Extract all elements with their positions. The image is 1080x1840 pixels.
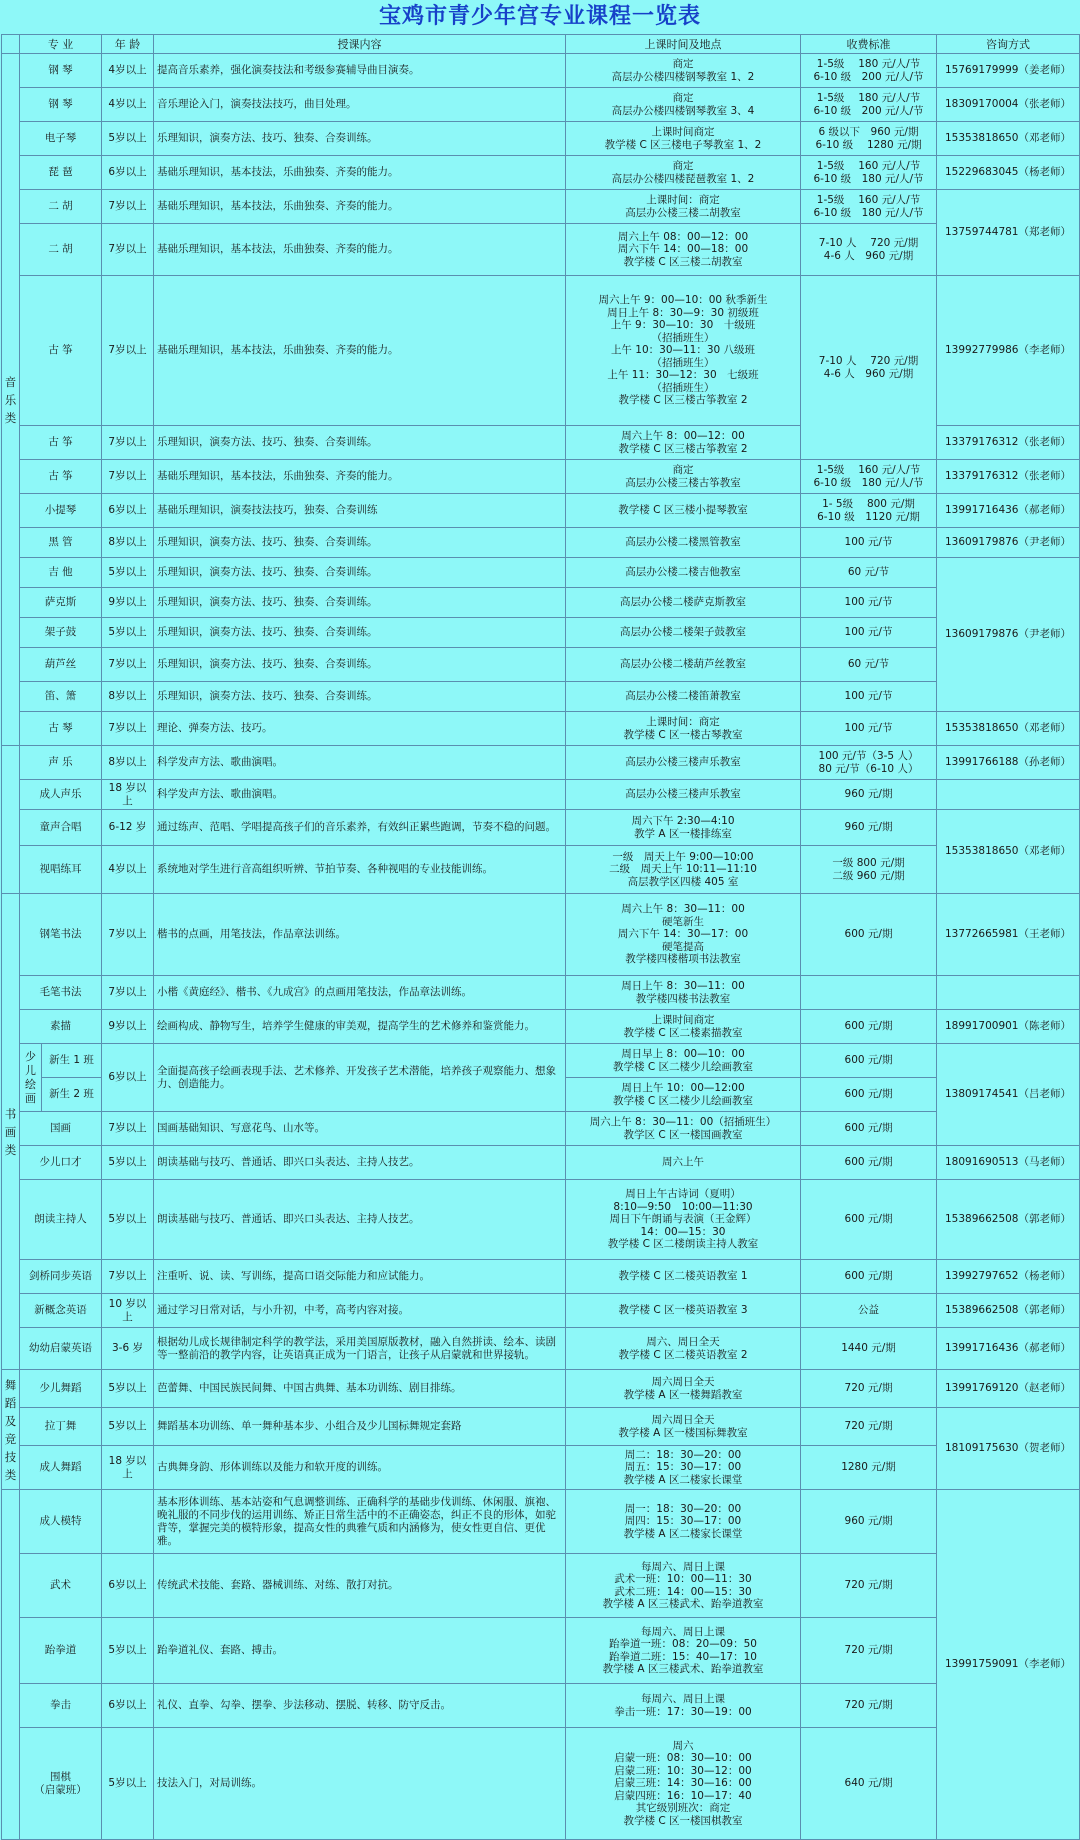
course-age: 9岁以上 — [102, 588, 154, 618]
course-name: 围棋 （启蒙班） — [20, 1728, 102, 1840]
course-fee: 1280 元/期 — [801, 1446, 937, 1490]
course-name: 毛笔书法 — [20, 976, 102, 1010]
table-row — [2, 1684, 1080, 1728]
table-row — [2, 1554, 1080, 1618]
course-time-location: 周六周日全天 教学楼 A 区一楼舞蹈教室 — [566, 1370, 801, 1408]
table-row — [2, 682, 1080, 712]
course-content: 提高音乐素养，强化演奏技法和考级参赛辅导曲目演奏。 — [154, 54, 566, 88]
course-fee: 600 元/期 — [801, 1078, 937, 1112]
course-age: 6岁以上 — [102, 156, 154, 190]
course-name: 新概念英语 — [20, 1294, 102, 1328]
course-contact: 13772665981（王老师） — [937, 894, 1080, 976]
course-age: 7岁以上 — [102, 426, 154, 460]
course-name: 钢笔书法 — [20, 894, 102, 976]
course-time-location: 周六上午 8：30—11：00（招插班生） 教学区 C 区一楼国画教室 — [566, 1112, 801, 1146]
course-content: 基础乐理知识，基本技法，乐曲独奏、齐奏的能力。 — [154, 156, 566, 190]
table-row — [2, 1370, 1080, 1408]
course-time-location: 周日上午 8：30—11：00 教学楼四楼书法教室 — [566, 976, 801, 1010]
table-row — [2, 1618, 1080, 1684]
course-time-location: 周二：18：30—20：00 周五：15：30—17：00 教学楼 A 区二楼家长课堂 — [566, 1446, 801, 1490]
course-content: 乐理知识，演奏方法、技巧、独奏、合奏训练。 — [154, 558, 566, 588]
course-time-location: 高层办公楼二楼萨克斯教室 — [566, 588, 801, 618]
course-content: 乐理知识，演奏方法、技巧、独奏、合奏训练。 — [154, 682, 566, 712]
course-name: 童声合唱 — [20, 810, 102, 846]
course-content: 小楷《黄庭经》、楷书、《九成宫》的点画用笔技法，作品章法训练。 — [154, 976, 566, 1010]
course-name: 葫芦丝 — [20, 648, 102, 682]
table-row — [2, 648, 1080, 682]
course-fee: 1-5级 160 元/人/节 6-10 级 180 元/人/节 — [801, 190, 937, 224]
course-content: 乐理知识，演奏方法、技巧、独奏、合奏训练。 — [154, 528, 566, 558]
table-row — [2, 712, 1080, 746]
course-fee: 720 元/期 — [801, 1618, 937, 1684]
course-fee: 7-10 人 720 元/期 4-6 人 960 元/期 — [801, 224, 937, 276]
course-fee: 600 元/期 — [801, 894, 937, 976]
course-contact — [937, 976, 1080, 1010]
course-contact: 18309170004（张老师） — [937, 88, 1080, 122]
table-row — [2, 1294, 1080, 1328]
course-name: 朗读主持人 — [20, 1180, 102, 1260]
table-row — [2, 1260, 1080, 1294]
course-time-location: 上课时间商定 教学楼 C 区二楼素描教室 — [566, 1010, 801, 1044]
course-age: 5岁以上 — [102, 558, 154, 588]
course-fee: 1-5级 180 元/人/节 6-10 级 200 元/人/节 — [801, 88, 937, 122]
course-content: 绘画构成、静物写生，培养学生健康的审美观，提高学生的艺术修养和鉴赏能力。 — [154, 1010, 566, 1044]
course-contact: 15353818650（邓老师） — [937, 810, 1080, 894]
table-row — [2, 1446, 1080, 1490]
course-content: 国画基础知识、写意花鸟、山水等。 — [154, 1112, 566, 1146]
course-name: 古 筝 — [20, 426, 102, 460]
course-age: 6-12 岁 — [102, 810, 154, 846]
course-age: 7岁以上 — [102, 1112, 154, 1146]
course-time-location: 教学楼 C 区三楼小提琴教室 — [566, 494, 801, 528]
header-time: 上课时间及地点 — [566, 35, 801, 54]
course-name: 古 筝 — [20, 276, 102, 426]
course-time-location: 高层办公楼二楼吉他教室 — [566, 558, 801, 588]
course-fee: 600 元/期 — [801, 1044, 937, 1078]
course-content: 全面提高孩子绘画表现手法、艺术修养、开发孩子艺术潜能，培养孩子观察能力、想象力、创造能力。 — [154, 1044, 566, 1112]
course-time-location: 高层办公楼二楼葫芦丝教室 — [566, 648, 801, 682]
course-age: 5岁以上 — [102, 1408, 154, 1446]
table-row — [2, 1180, 1080, 1260]
table-row — [2, 1728, 1080, 1840]
header-age: 年 龄 — [102, 35, 154, 54]
course-fee: 720 元/期 — [801, 1684, 937, 1728]
course-fee: 600 元/期 — [801, 1010, 937, 1044]
header-fee: 收费标准 — [801, 35, 937, 54]
course-content: 基础乐理知识，基本技法，乐曲独奏、齐奏的能力。 — [154, 276, 566, 426]
course-fee: 1-5级 180 元/人/节 6-10 级 200 元/人/节 — [801, 54, 937, 88]
table-row — [2, 1146, 1080, 1180]
course-age: 6岁以上 — [102, 1044, 154, 1112]
course-time-location: 每周六、周日上课 拳击一班：17：30—19：00 — [566, 1684, 801, 1728]
course-time-location: 周六上午 8：30—11：00 硬笔新生 周六下午 14：30—17：00 硬笔提高 教学楼四楼楷项书法教室 — [566, 894, 801, 976]
course-age: 5岁以上 — [102, 618, 154, 648]
course-fee: 600 元/期 — [801, 1180, 937, 1260]
course-fee: 960 元/期 — [801, 1490, 937, 1554]
course-fee: 640 元/期 — [801, 1728, 937, 1840]
course-contact: 18091690513（马老师） — [937, 1146, 1080, 1180]
category-music: 音 乐 类 — [2, 54, 20, 746]
course-content: 根据幼儿成长规律制定科学的教学法，采用美国原版教材，融入自然拼读、绘本、读剧等一整前沿的教学内容，让英语真正成为一门语言，让孩子从启蒙就和世界接轨。 — [154, 1328, 566, 1370]
course-name: 架子鼓 — [20, 618, 102, 648]
course-age: 4岁以上 — [102, 88, 154, 122]
course-age: 5岁以上 — [102, 1728, 154, 1840]
course-content: 科学发声方法、歌曲演唱。 — [154, 746, 566, 780]
course-time-location: 每周六、周日上课 武术一班：10：00—11：30 武术二班：14：00—15：30 教学楼 A 区三楼武术、跆拳道教室 — [566, 1554, 801, 1618]
category-art: 书 画 类 — [2, 894, 20, 1370]
course-content: 通过学习日常对话，与小升初，中考，高考内容对接。 — [154, 1294, 566, 1328]
course-fee: 960 元/期 — [801, 780, 937, 810]
course-content: 乐理知识，演奏方法、技巧、独奏、合奏训练。 — [154, 122, 566, 156]
course-time-location: 周六下午 2:30—4:10 教学 A 区一楼排练室 — [566, 810, 801, 846]
course-time-location: 商定 高层办公楼四楼钢琴教室 1、2 — [566, 54, 801, 88]
course-name: 拉丁舞 — [20, 1408, 102, 1446]
course-content: 乐理知识，演奏方法、技巧、独奏、合奏训练。 — [154, 648, 566, 682]
course-content: 朗读基础与技巧、普通话、即兴口头表达、主持人技艺。 — [154, 1146, 566, 1180]
course-age: 18 岁以上 — [102, 1446, 154, 1490]
course-name: 电子琴 — [20, 122, 102, 156]
course-content: 跆拳道礼仪、套路、搏击。 — [154, 1618, 566, 1684]
table-row — [2, 460, 1080, 494]
course-name: 少儿舞蹈 — [20, 1370, 102, 1408]
category-vocal — [2, 746, 20, 894]
course-name: 新生 1 班 — [42, 1044, 102, 1078]
course-contact: 15769179999（姜老师） — [937, 54, 1080, 88]
course-contact: 13992797652（杨老师） — [937, 1260, 1080, 1294]
course-fee: 一级 800 元/期 二级 960 元/期 — [801, 846, 937, 894]
course-age: 7岁以上 — [102, 1260, 154, 1294]
course-contact: 13991716436（郝老师） — [937, 494, 1080, 528]
course-time-location: 上课时间：商定 高层办公楼三楼二胡教室 — [566, 190, 801, 224]
course-contact: 15389662508（郭老师） — [937, 1294, 1080, 1328]
course-content: 乐理知识，演奏方法、技巧、独奏、合奏训练。 — [154, 426, 566, 460]
course-age: 6岁以上 — [102, 494, 154, 528]
course-age: 7岁以上 — [102, 648, 154, 682]
course-time-location: 周六上午 08：00—12：00 周六下午 14：00—18：00 教学楼 C 区三楼二胡教室 — [566, 224, 801, 276]
course-time-location: 教学楼 C 区二楼英语教室 1 — [566, 1260, 801, 1294]
category-dance: 舞 蹈 及 竞 技 类 — [2, 1370, 20, 1490]
course-age: 4岁以上 — [102, 54, 154, 88]
course-name: 素描 — [20, 1010, 102, 1044]
course-contact — [937, 780, 1080, 810]
course-time-location: 周一：18：30—20：00 周四：15：30—17：00 教学楼 A 区二楼家长课堂 — [566, 1490, 801, 1554]
course-age: 3-6 岁 — [102, 1328, 154, 1370]
course-fee: 60 元/节 — [801, 558, 937, 588]
course-age: 5岁以上 — [102, 1370, 154, 1408]
course-contact: 13991716436（郝老师） — [937, 1328, 1080, 1370]
course-content: 基础乐理知识，基本技法，乐曲独奏、齐奏的能力。 — [154, 460, 566, 494]
course-fee: 100 元/节 — [801, 712, 937, 746]
course-age: 7岁以上 — [102, 276, 154, 426]
course-fee: 100 元/节（3-5 人） 80 元/节（6-10 人） — [801, 746, 937, 780]
subgroup-kids-drawing: 少 儿 绘 画 — [20, 1044, 42, 1112]
table-row — [2, 156, 1080, 190]
course-content: 理论、弹奏方法、技巧。 — [154, 712, 566, 746]
header-category — [2, 35, 20, 54]
course-age: 7岁以上 — [102, 894, 154, 976]
course-name: 新生 2 班 — [42, 1078, 102, 1112]
table-row — [2, 190, 1080, 224]
course-time-location: 周日上午古诗词（夏明） 8:10—9:50 10:00—11:30 周日下午朗诵与表演（王金辉） 14：00—15：30 教学楼 C 区二楼朗读主持人教室 — [566, 1180, 801, 1260]
course-time-location: 商定 高层办公楼四楼琵琶教室 1、2 — [566, 156, 801, 190]
course-content: 科学发声方法、歌曲演唱。 — [154, 780, 566, 810]
course-name: 视唱练耳 — [20, 846, 102, 894]
course-time-location: 周日早上 8：00—10：00 教学楼 C 区二楼少儿绘画教室 — [566, 1044, 801, 1078]
table-body — [2, 54, 1080, 1840]
course-time-location: 商定 高层办公楼四楼钢琴教室 3、4 — [566, 88, 801, 122]
course-name: 幼幼启蒙英语 — [20, 1328, 102, 1370]
course-content: 楷书的点画，用笔技法，作品章法训练。 — [154, 894, 566, 976]
course-fee: 720 元/期 — [801, 1370, 937, 1408]
course-table — [1, 34, 1080, 1840]
course-fee: 1-5级 160 元/人/节 6-10 级 180 元/人/节 — [801, 460, 937, 494]
table-row — [2, 810, 1080, 846]
course-time-location: 高层办公楼二楼笛萧教室 — [566, 682, 801, 712]
course-age: 8岁以上 — [102, 746, 154, 780]
course-name: 跆拳道 — [20, 1618, 102, 1684]
course-contact: 15229683045（杨老师） — [937, 156, 1080, 190]
course-time-location: 高层办公楼二楼黑管教室 — [566, 528, 801, 558]
course-fee: 720 元/期 — [801, 1554, 937, 1618]
course-time-location: 周六上午 9：00—10：00 秋季新生 周日上午 8：30—9：30 初级班 上午 9：30—10：30 十级班 （招插班生） 上午 10：30—11：30 八级班 （招插班生） 上午 11：30—12：30 七级班 （招插班生） 教学楼 C 区三楼古筝教室 2 — [566, 276, 801, 426]
course-age: 5岁以上 — [102, 1146, 154, 1180]
course-age: 5岁以上 — [102, 1180, 154, 1260]
course-fee: 6 级以下 960 元/期 6-10 级 1280 元/期 — [801, 122, 937, 156]
course-contact: 13809174541（吕老师） — [937, 1044, 1080, 1146]
table-row — [2, 780, 1080, 810]
course-time-location: 每周六、周日上课 跆拳道一班：08：20—09：50 跆拳道二班：15：40—17：10 教学楼 A 区三楼武术、跆拳道教室 — [566, 1618, 801, 1684]
table-row — [2, 618, 1080, 648]
table-row — [2, 558, 1080, 588]
course-age: 7岁以上 — [102, 976, 154, 1010]
course-content: 通过练声、范唱、学唱提高孩子们的音乐素养，有效纠正累些跑调，节奏不稳的问题。 — [154, 810, 566, 846]
course-age: 6岁以上 — [102, 1554, 154, 1618]
course-name: 琵 琶 — [20, 156, 102, 190]
table-row — [2, 894, 1080, 976]
course-time-location: 周日上午 10：00—12:00 教学楼 C 区二楼少儿绘画教室 — [566, 1078, 801, 1112]
course-name: 钢 琴 — [20, 54, 102, 88]
course-name: 二 胡 — [20, 190, 102, 224]
course-name: 成人舞蹈 — [20, 1446, 102, 1490]
course-time-location: 一级 周天上午 9:00—10:00 二级 周天上午 10:11—11:10 高层教学区四楼 405 室 — [566, 846, 801, 894]
course-time-location: 上课时间商定 教学楼 C 区三楼电子琴教室 1、2 — [566, 122, 801, 156]
course-age: 10 岁以上 — [102, 1294, 154, 1328]
course-contact: 13992779986（李老师） — [937, 276, 1080, 426]
course-content: 基本形体训练、基本站姿和气息调整训练、正确科学的基础步伐训练、休闲服、旗袍、晚礼服的不同步伐的运用训练、矫正日常生活中的不正确姿态，纠正不良的形体，如驼背等，掌握完美的模特形象，提高女性的典雅气质和内涵修为，使女性更自信、更优雅。 — [154, 1490, 566, 1554]
table-header — [2, 35, 1080, 54]
course-time-location: 周六上午 — [566, 1146, 801, 1180]
course-fee: 100 元/节 — [801, 528, 937, 558]
course-content: 基础乐理知识，基本技法，乐曲独奏、齐奏的能力。 — [154, 190, 566, 224]
course-name: 黑 管 — [20, 528, 102, 558]
table-row — [2, 1408, 1080, 1446]
course-time-location: 高层办公楼三楼声乐教室 — [566, 746, 801, 780]
course-fee: 公益 — [801, 1294, 937, 1328]
course-content: 乐理知识，演奏方法、技巧、独奏、合奏训练。 — [154, 588, 566, 618]
course-age: 4岁以上 — [102, 846, 154, 894]
course-content: 基础乐理知识，演奏技法技巧，独奏、合奏训练 — [154, 494, 566, 528]
course-contact: 13379176312（张老师） — [937, 426, 1080, 460]
table-row — [2, 54, 1080, 88]
course-name: 成人模特 — [20, 1490, 102, 1554]
course-age: 7岁以上 — [102, 190, 154, 224]
course-age: 8岁以上 — [102, 528, 154, 558]
course-content: 基础乐理知识，基本技法，乐曲独奏、齐奏的能力。 — [154, 224, 566, 276]
course-content: 技法入门，对局训练。 — [154, 1728, 566, 1840]
course-name: 拳击 — [20, 1684, 102, 1728]
table-row — [2, 1010, 1080, 1044]
course-name: 声 乐 — [20, 746, 102, 780]
course-time-location: 周六、周日全天 教学楼 C 区二楼英语教室 2 — [566, 1328, 801, 1370]
course-contact: 15389662508（郭老师） — [937, 1180, 1080, 1260]
course-age: 7岁以上 — [102, 712, 154, 746]
course-name: 笛、箫 — [20, 682, 102, 712]
course-content: 音乐理论入门，演奏技法技巧，曲目处理。 — [154, 88, 566, 122]
course-fee: 960 元/期 — [801, 810, 937, 846]
course-fee: 1-5级 160 元/人/节 6-10 级 180 元/人/节 — [801, 156, 937, 190]
course-name: 武术 — [20, 1554, 102, 1618]
course-fee: 600 元/期 — [801, 1146, 937, 1180]
course-contact: 13609179876（尹老师） — [937, 528, 1080, 558]
page-title: 宝鸡市青少年宫专业课程一览表 — [378, 4, 701, 29]
course-name: 小提琴 — [20, 494, 102, 528]
table-row — [2, 1044, 1080, 1078]
header-major: 专 业 — [20, 35, 102, 54]
header-row — [2, 35, 1080, 54]
table-row — [2, 976, 1080, 1010]
course-fee — [801, 976, 937, 1010]
table-row — [2, 528, 1080, 558]
course-time-location: 周六 启蒙一班：08：30—10：00 启蒙二班：10：30—12：00 启蒙三班：14：30—16：00 启蒙四班：16：10—17：40 其它级别班次：商定 教学楼 C 区一楼国棋教室 — [566, 1728, 801, 1840]
course-contact: 13991766188（孙老师） — [937, 746, 1080, 780]
course-name: 剑桥同步英语 — [20, 1260, 102, 1294]
course-contact: 15353818650（邓老师） — [937, 122, 1080, 156]
course-age: 8岁以上 — [102, 682, 154, 712]
course-fee: 1440 元/期 — [801, 1328, 937, 1370]
course-age: 9岁以上 — [102, 1010, 154, 1044]
course-age: 7岁以上 — [102, 224, 154, 276]
table-row — [2, 276, 1080, 426]
course-content: 乐理知识，演奏方法、技巧、独奏、合奏训练。 — [154, 618, 566, 648]
course-fee: 600 元/期 — [801, 1112, 937, 1146]
course-fee: 100 元/节 — [801, 588, 937, 618]
course-name: 少儿口才 — [20, 1146, 102, 1180]
course-fee: 100 元/节 — [801, 682, 937, 712]
course-fee: 1- 5级 800 元/期 6-10 级 1120 元/期 — [801, 494, 937, 528]
table-row — [2, 746, 1080, 780]
course-time-location: 周六上午 8：00—12：00 教学楼 C 区三楼古筝教室 2 — [566, 426, 801, 460]
course-content: 古典舞身韵、形体训练以及能力和软开度的训练。 — [154, 1446, 566, 1490]
course-contact: 18991700901（陈老师） — [937, 1010, 1080, 1044]
course-content: 礼仪、直拳、勾拳、摆拳、步法移动、摆脱、转移、防守反击。 — [154, 1684, 566, 1728]
table-row — [2, 122, 1080, 156]
course-content: 注重听、说、读、写训练，提高口语交际能力和应试能力。 — [154, 1260, 566, 1294]
course-content: 系统地对学生进行音高组织听辨、节拍节奏、各种视唱的专业技能训练。 — [154, 846, 566, 894]
course-name: 吉 他 — [20, 558, 102, 588]
table-row — [2, 1112, 1080, 1146]
course-name: 成人声乐 — [20, 780, 102, 810]
course-name: 国画 — [20, 1112, 102, 1146]
table-row — [2, 88, 1080, 122]
course-contact: 13759744781（郑老师） — [937, 190, 1080, 276]
course-contact: 13991769120（赵老师） — [937, 1370, 1080, 1408]
course-contact: 18109175630（贺老师） — [937, 1408, 1080, 1490]
course-fee: 600 元/期 — [801, 1260, 937, 1294]
course-fee: 100 元/节 — [801, 618, 937, 648]
course-time-location: 周六周日全天 教学楼 A 区一楼国标舞教室 — [566, 1408, 801, 1446]
course-content: 芭蕾舞、中国民族民间舞、中国古典舞、基本功训练、剧目排练。 — [154, 1370, 566, 1408]
table-row — [2, 1328, 1080, 1370]
course-time-location: 高层办公楼三楼声乐教室 — [566, 780, 801, 810]
course-age: 18 岁以上 — [102, 780, 154, 810]
header-content: 授课内容 — [154, 35, 566, 54]
course-age: 7岁以上 — [102, 460, 154, 494]
table-row — [2, 588, 1080, 618]
course-contact: 15353818650（邓老师） — [937, 712, 1080, 746]
course-name: 二 胡 — [20, 224, 102, 276]
course-content: 传统武术技能、套路、器械训练、对练、散打对抗。 — [154, 1554, 566, 1618]
course-name: 古 筝 — [20, 460, 102, 494]
course-name: 萨克斯 — [20, 588, 102, 618]
course-age: 5岁以上 — [102, 1618, 154, 1684]
course-name: 钢 琴 — [20, 88, 102, 122]
course-time-location: 高层办公楼二楼架子鼓教室 — [566, 618, 801, 648]
header-contact: 咨询方式 — [937, 35, 1080, 54]
table-row — [2, 494, 1080, 528]
course-age: 6岁以上 — [102, 1684, 154, 1728]
course-time-location: 上课时间：商定 教学楼 C 区一楼古琴教室 — [566, 712, 801, 746]
category-other — [2, 1490, 20, 1840]
course-time-location: 教学楼 C 区一楼英语教室 3 — [566, 1294, 801, 1328]
course-content: 朗读基础与技巧、普通话、即兴口头表达、主持人技艺。 — [154, 1180, 566, 1260]
course-age — [102, 1490, 154, 1554]
course-fee: 720 元/期 — [801, 1408, 937, 1446]
course-name: 古 琴 — [20, 712, 102, 746]
course-content: 舞蹈基本功训练、单一舞种基本步、小组合及少儿国标舞规定套路 — [154, 1408, 566, 1446]
table-row — [2, 846, 1080, 894]
table-row — [2, 1490, 1080, 1554]
course-contact: 13609179876（尹老师） — [937, 558, 1080, 712]
table-row — [2, 224, 1080, 276]
course-age: 5岁以上 — [102, 122, 154, 156]
course-fee: 7-10 人 720 元/期 4-6 人 960 元/期 — [801, 276, 937, 460]
course-time-location: 商定 高层办公楼三楼古筝教室 — [566, 460, 801, 494]
course-fee: 60 元/节 — [801, 648, 937, 682]
course-contact: 13379176312（张老师） — [937, 460, 1080, 494]
course-contact: 13991759091（李老师） — [937, 1490, 1080, 1840]
